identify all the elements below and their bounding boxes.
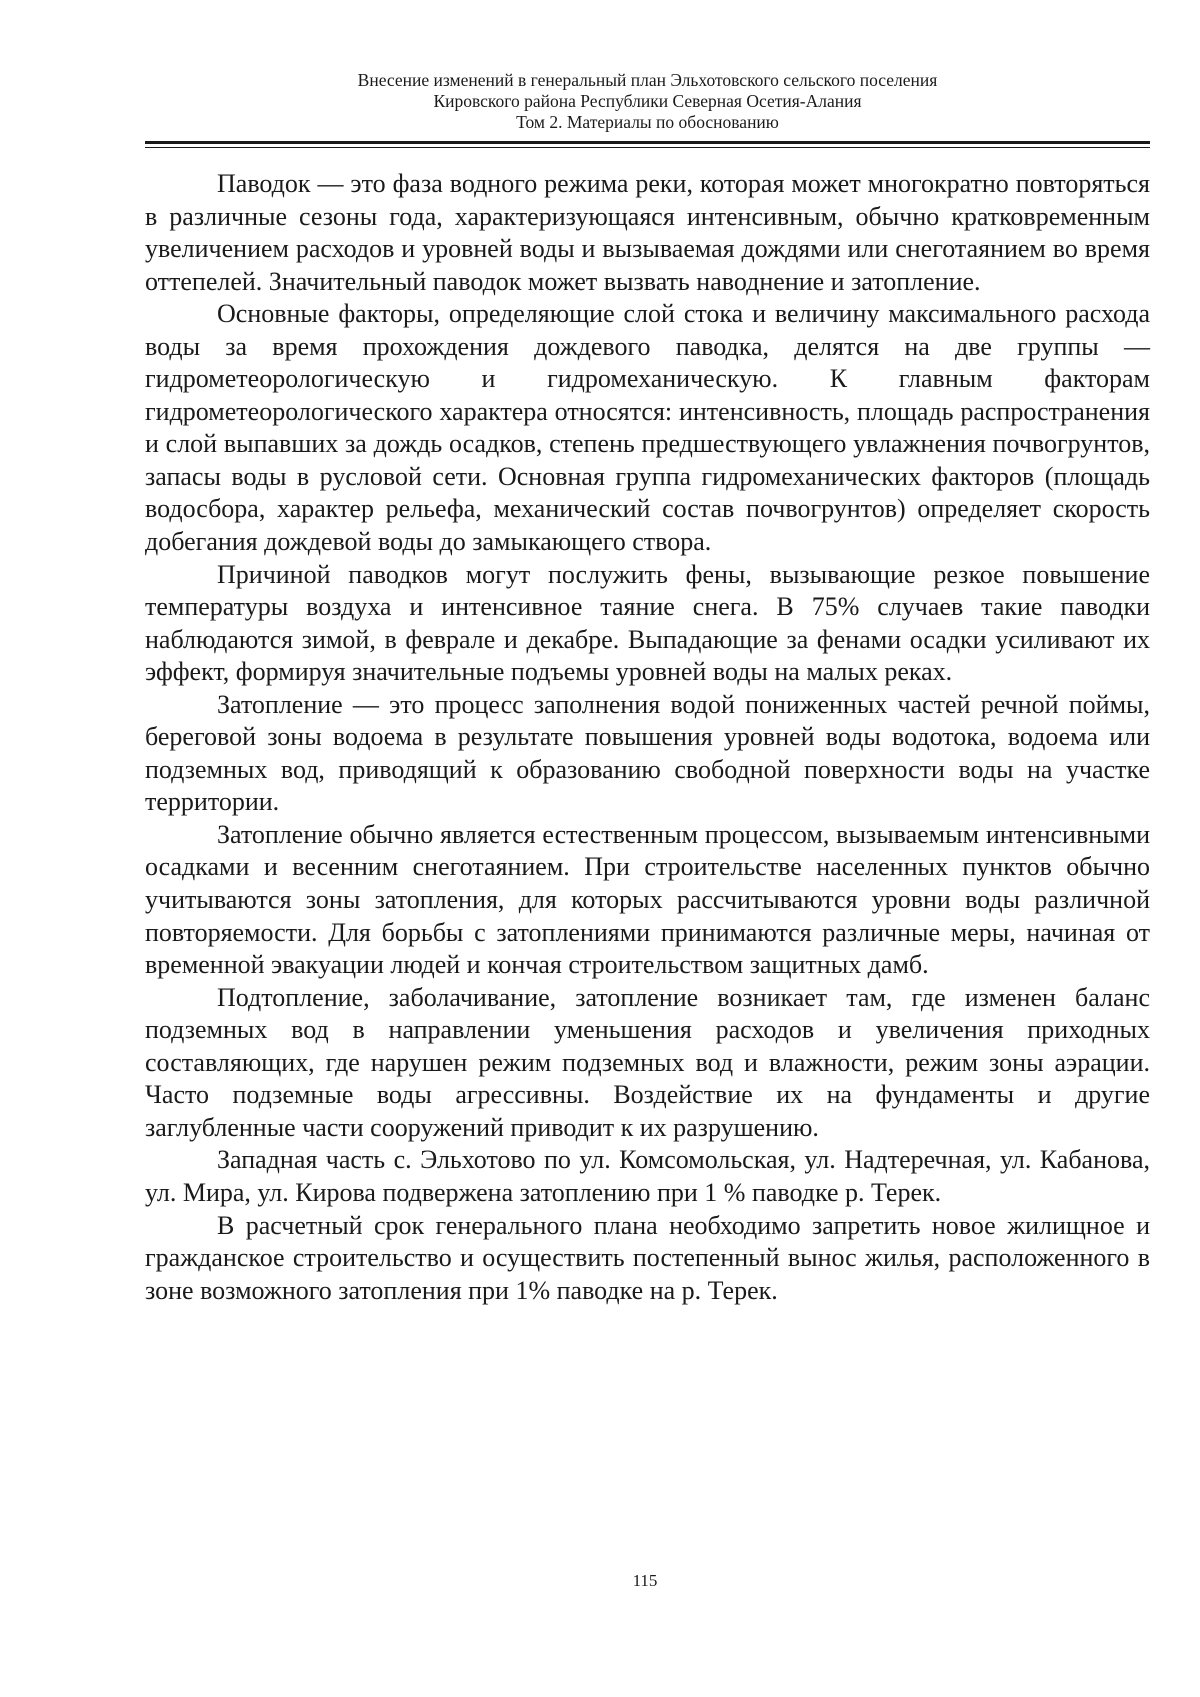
paragraph-waterlogging: Подтопление, заболачивание, затопление возникает там, где изменен баланс подземных вод в направлении уменьшения расходов и увеличения приходных составляющих, где нарушен режим подземных вод и влажности, режим зоны аэрации. Часто подземные воды агрессивны. Воздействие их на фундаменты и другие заглубленные части сооружений приводит к их разрушению. <box>145 982 1150 1142</box>
paragraph-elkhotovo-streets: Западная часть с. Эльхотово по ул. Комсомольская, ул. Надтеречная, ул. Кабанова, ул. Мира, ул. Кирова подвержена затоплению при 1 % паводке р. Терек. <box>145 1145 1150 1207</box>
header-line-3: Том 2. Материалы по обоснованию <box>516 112 779 132</box>
paragraph-inundation-definition: Затопление — это процесс заполнения водой пониженных частей речной поймы, береговой зоны водоема в результате повышения уровней воды водотока, водоема или подземных вод, приводящий к образованию свободной поверхности воды на участке территории. <box>145 689 1150 817</box>
header-line-2: Кировского района Республики Северная Осетия-Алания <box>433 91 862 111</box>
document-header <box>145 70 1150 133</box>
header-line-1: Внесение изменений в генеральный план Эльхотовского сельского поселения <box>357 70 938 90</box>
paragraph-foehn-floods: Причиной паводков могут послужить фены, вызывающие резкое повышение температуры воздуха и интенсивное таяние снега. В 75% случаев такие паводки наблюдаются зимой, в феврале и декабре. Выпадающие за фенами осадки усиливают их эффект, формируя значительные подъемы уровней воды на малых реках. <box>145 559 1150 687</box>
header-rule-thick <box>145 141 1150 144</box>
paragraph-flood-definition: Паводок — это фаза водного режима реки, которая может многократно повторяться в различные сезоны года, характеризующаяся интенсивным, обычно кратковременным увеличением расходов и уровней воды и вызываемая дождями или снеготаянием во время оттепелей. Значительный паводок может вызвать наводнение и затопление. <box>145 169 1150 296</box>
paragraph-inundation-process: Затопление обычно является естественным процессом, вызываемым интенсивными осадками и весенним снеготаянием. При строительстве населенных пунктов обычно учитываются зоны затопления, для которых рассчитываются уровни воды различной повторяемости. Для борьбы с затоплениями принимаются различные меры, начиная от временной эвакуации людей и кончая строительством защитных дамб. <box>145 819 1150 980</box>
page-number: 115 <box>632 1571 658 1590</box>
header-rule-thin <box>145 147 1150 148</box>
paragraph-flood-factors: Основные факторы, определяющие слой стока и величину максимального расхода воды за время прохождения дождевого паводка, делятся на две группы — гидрометеорологическую и гидромеханическую. К главным факторам гидрометеорологического характера относятся: интенсивность, площадь распространения и слой выпавших за дождь осадков, степень предшествующего увлажнения почвогрунтов, запасы воды в русловой сети. Основная группа гидромеханических факторов (площадь водосбора, характер рельефа, механический состав почвогрунтов) определяет скорость добегания дождевой воды до замыкающего створа. <box>145 299 1150 557</box>
document-body <box>145 168 1150 1307</box>
paragraph-master-plan-measures: В расчетный срок генерального плана необходимо запретить новое жилищное и гражданское строительство и осуществить постепенный вынос жилья, расположенного в зоне возможного затопления при 1% паводке на р. Терек. <box>145 1210 1150 1305</box>
